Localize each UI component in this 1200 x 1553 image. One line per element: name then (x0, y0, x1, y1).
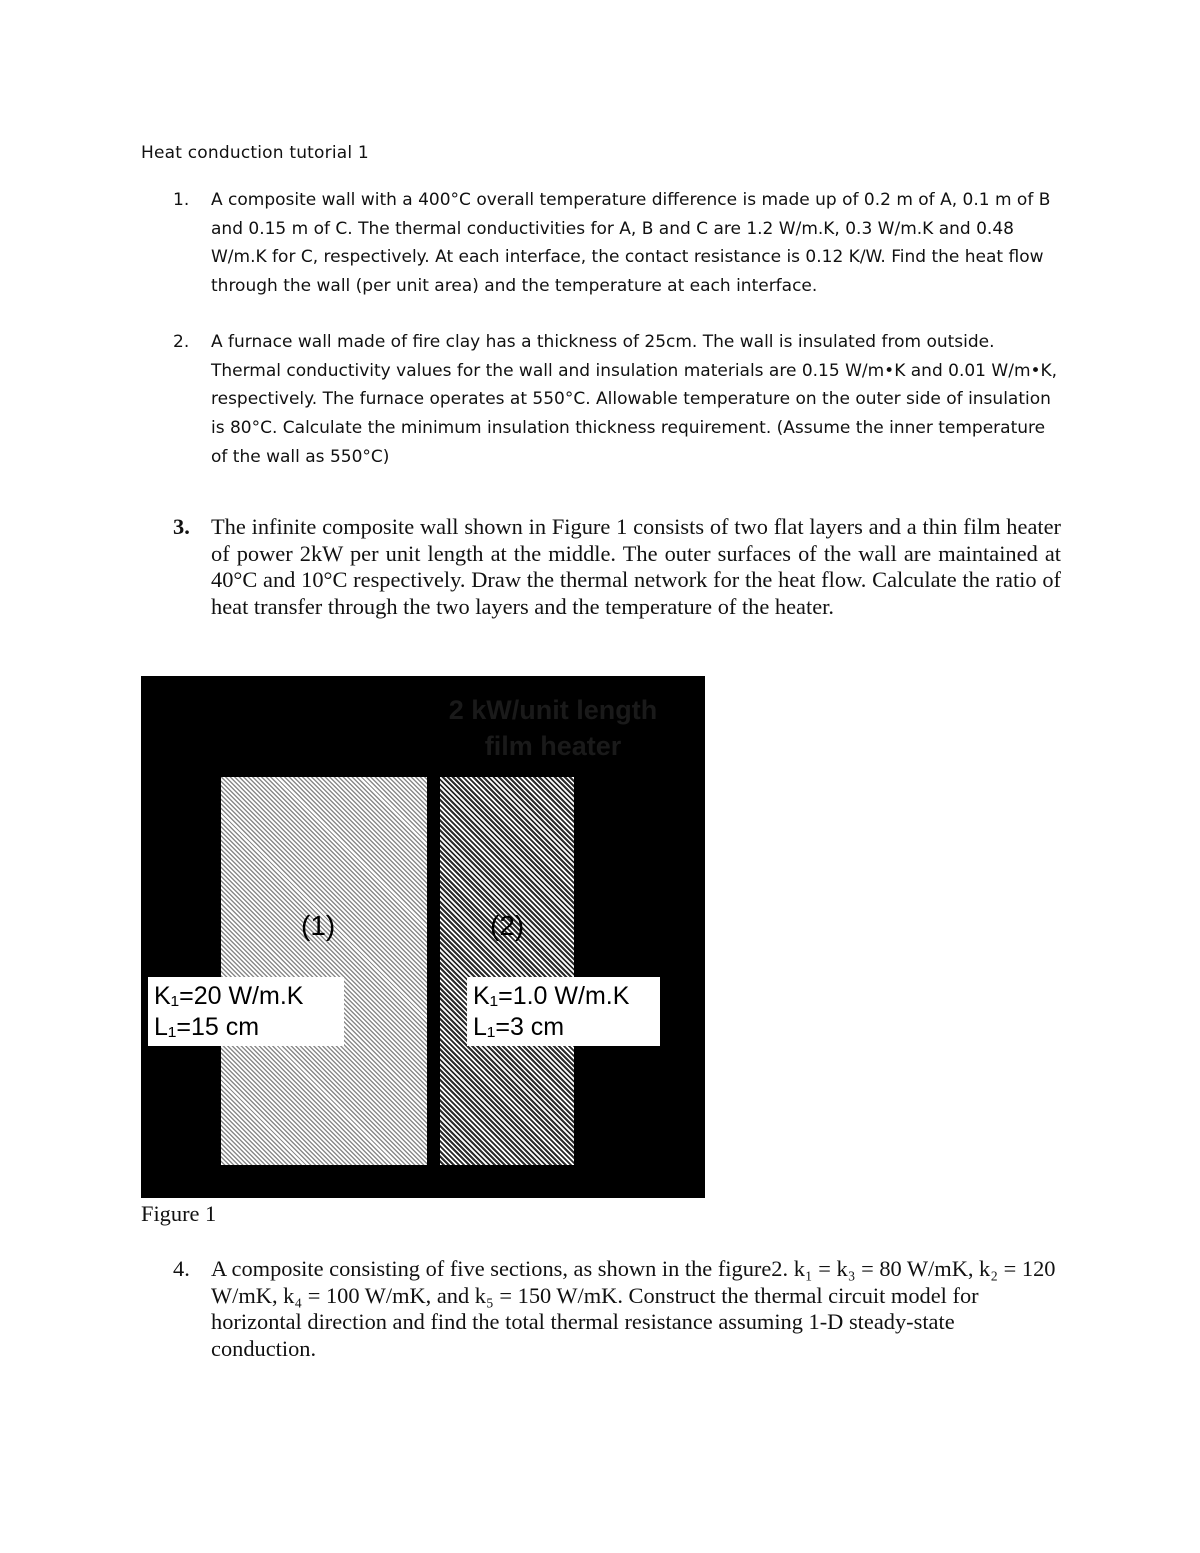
heater-label-line-2: film heater (484, 731, 622, 761)
wall-layer-1 (221, 777, 427, 1165)
question-1 (141, 186, 1061, 301)
question-3 (141, 514, 1061, 620)
question-text: A composite consisting of five sections, as shown in the figure2. k₁ = k₃ = 80 W/mK, k₂ = 120 W/mK, k₄ = 100 W/mK, and k₅ = 150 W/mK. Construct the thermal circuit model for horizontal direction and find the total thermal resistance assuming 1-D steady-state conduction. (211, 1256, 1056, 1361)
question-number: 1. (173, 190, 190, 210)
question-text: A furnace wall made of fire clay has a thickness of 25cm. The wall is insulated from outside. Thermal conductivity values for the wall and insulation materials are 0.15 W/m•K and 0.01 W/m•K, respectively. The furnace operates at 550°C. Allowable temperature on the outer side of insulation is 80°C. Calculate the minimum insulation thickness requirement. (Assume the inner temperature of the wall as 550°C) (211, 332, 1058, 467)
question-number: 3. (173, 514, 190, 539)
page-title: Heat conduction tutorial 1 (141, 143, 369, 163)
figure-caption: Figure 1 (141, 1201, 217, 1226)
heater-label (438, 692, 668, 764)
layer-2-properties (467, 977, 660, 1046)
layer-1-number: (1) (301, 910, 336, 941)
layer-2-number: (2) (490, 910, 525, 941)
question-text: The infinite composite wall shown in Figure 1 consists of two flat layers and a thin film heater of power 2kW per unit length at the middle. The outer surfaces of the wall are maintained at 40°C and 10°C respectively. Draw the thermal network for the heat flow. Calculate the ratio of heat transfer through the two layers and the temperature of the heater. (211, 514, 1061, 619)
question-4 (141, 1256, 1061, 1362)
layer-1-properties (148, 977, 344, 1046)
heater-label-line-1: 2 kW/unit length (448, 695, 658, 725)
layer-2-conductivity: K₁=1.0 W/m.K (473, 982, 630, 1010)
wall-layer-2 (440, 777, 574, 1165)
question-number: 2. (173, 332, 190, 352)
question-text: A composite wall with a 400°C overall temperature difference is made up of 0.2 m of A, 0.1 m of B and 0.15 m of C. The thermal conductivities for A, B and C are 1.2 W/m.K, 0.3 W/m.K and 0.48 W/m.K for C, respectively. At each interface, the contact resistance is 0.12 K/W. Find the heat flow through the wall (per unit area) and the temperature at each interface. (211, 190, 1051, 297)
question-number: 4. (173, 1256, 190, 1281)
question-2 (141, 328, 1061, 472)
layer-2-thickness: L₁=3 cm (473, 1013, 565, 1041)
layer-1-conductivity: K₁=20 W/m.K (154, 982, 304, 1010)
layer-1-thickness: L₁=15 cm (154, 1013, 260, 1041)
